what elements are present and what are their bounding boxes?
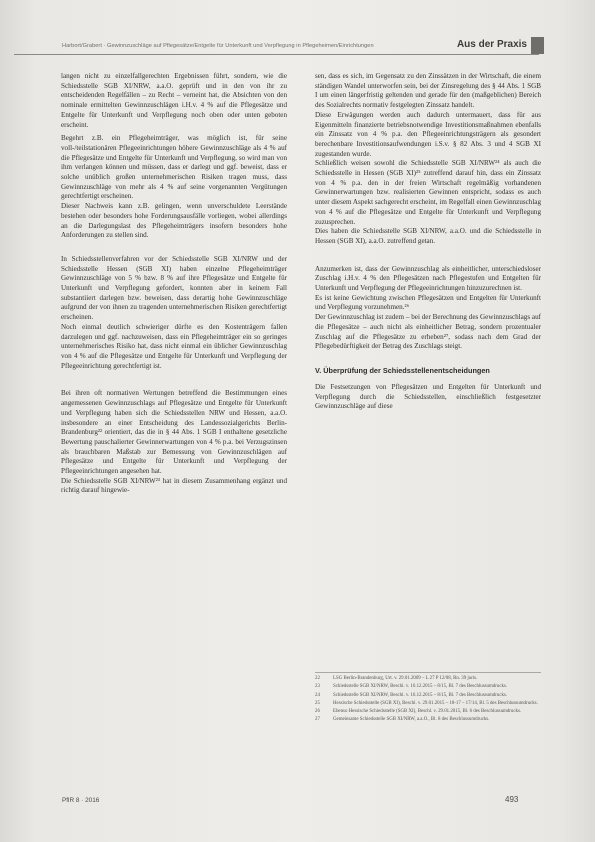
paragraph: sen, dass es sich, im Gegensatz zu den Zinssätzen in der Wirtschaft, die einem ständigen Wandel unterworfen sein, bei der Zinsregelung des § 44 Abs. 1 SGB I um einen längerfristig geltenden und gerade für den (maßgeblichen) Bereich des Sozialrechts normativ festgelegten Zinssatz handelt. (315, 72, 541, 110)
footnote-text: Ebenso Hessische Schiedsstelle (SGB XI), Beschl. v. 29.01.2015, Bl. 6 des Beschlussumdrucks. (333, 709, 522, 715)
right-column (315, 72, 541, 412)
paragraph: Schließlich weisen sowohl die Schiedsstelle SGB XI/NRW²⁴ als auch die Schiedsstelle in Hessen (SGB XI)²⁵ zutreffend darauf hin, dass ein Zinssatz von 4 % p.a. den in der freien Wirtschaft regelmäßig vorhandenen Gewinnerwartungen bzw. realisierten Gewinnen entspricht, sodass es auch unter diesem Aspekt sachgerecht erscheint, im Regelfall einen Gewinnzuschlag von 4 % auf die Pflegesätze und Entgelte für Unterkunft und Verpflegung zuzusprechen. (315, 159, 541, 226)
paragraph: langen nicht zu einzelfallgerechten Ergebnissen führt, sondern, wie die Schiedsstelle SGB XI/NRW, a.a.O. geprüft und in den von ihr zu entscheidenden Regelfällen – zu Recht – verneint hat, die Absichten von den nominale ermittelten Gewinnzuschlägen i.H.v. 4 % auf die Pflegesätze und Entgelte für Unterkunft und Verpflegung noch oben oder unten geboten erscheint. (61, 72, 287, 129)
footnote (315, 693, 541, 700)
paragraph: Die Festsetzungen von Pflegesätzen und Entgelten für Unterkunft und Verpflegung durch die Schiedsstellen, einschließlich festgesetzter Gewinnzuschläge auf diese (315, 382, 541, 411)
footnote (315, 717, 541, 724)
footnote-text: LSG Berlin-Brandenburg, Urt. v. 29.01.2009 – L 27 P 12/08, Rn. 39 juris. (333, 676, 478, 681)
footnotes (315, 672, 541, 726)
paragraph: Noch einmal deutlich schwieriger dürfte es den Kostenträgern fallen darzulegen und ggf. nachzuweisen, dass ein Pflegeheimträger ein so geringes unternehmerisches Risiko hat, dass nicht einmal ein üblicher Gewinnzuschlag von 4 % auf die Pflegesätze und Entgelte für Unterkunft und Verpflegung der Pflegeeinrichtung gerechtfertigt ist. (61, 322, 287, 370)
header-section-title: Aus der Praxis (456, 39, 527, 50)
page-number: 493 (505, 795, 519, 804)
paragraph: Bei ihren oft normativen Wertungen betreffend die Bestimmungen eines angemessenen Gewinnzuschlags auf Pflegesätze und Entgelte für Unterkunft und Verpflegung haben sich die Schiedsstellen NRW und Hessen, a.a.O. insbesondere an einer Entscheidung des Landessozialgerichts Berlin-Brandenburg²² orientiert, das die in § 44 Abs. 1 SGB I enthaltene gesetzliche Bewertung pauschalierter Gewinnerwartungen von 4 % p.a. bei Verzugszinsen als brauchbaren Maßstab zur Bemessung von Gewinnzuschlägen auf Pflegesätze und Entgelte für Unterkunft und Verpflegung der Pflegeeinrichtungen angesehen hat. (61, 389, 287, 476)
footnote-number: 25 (315, 700, 320, 706)
footnote-number: 26 (315, 709, 320, 715)
paragraph: Die Schiedsstelle SGB XI/NRW²³ hat in diesem Zusammenhang ergänzt und richtig darauf hingewie- (61, 476, 287, 495)
footnote (315, 709, 541, 716)
footnote-number: 22 (315, 676, 320, 681)
footnote-text: Hessische Schiedsstelle (SGB XI), Beschl. v. 29.01.2015 – 18-17 – 17/14, Bl. 5 des Beschlussumdrucks. (333, 700, 538, 706)
footnote-text: Schiedsstelle SGB XI/NRW, Beschl. v. 16.12.2015 – 8/15, Bl. 7 des Beschlussumdrucks. (333, 684, 508, 690)
header-authors: Harbort/Grabert · Gewinnzuschläge auf Pflegesätze/Entgelte für Unterkunft und Verpflegung in Pflegeheimen/Einrichtungen (62, 43, 374, 49)
footnote (315, 684, 541, 691)
paragraph: Anzumerken ist, dass der Gewinnzuschlag als einheitlicher, unterschiedsloser Zuschlag i.H.v. 4 % den Pflegesätzen nach Pflegestufen und Entgelten für Unterkunft und Verpflegung der Pflegeeinrichtungen hinzuzurechnen ist. (315, 264, 541, 293)
running-header (0, 40, 595, 66)
paragraph: Es ist keine Gewichtung zwischen Pflegesätzen und Entgelten für Unterkunft und Verpflegung vorzunehmen.²⁶ (315, 293, 541, 312)
journal-issue: PflR 8 · 2016 (62, 797, 100, 804)
footnote-number: 23 (315, 684, 320, 690)
header-marker-block (531, 37, 544, 54)
paragraph: In Schiedsstellenverfahren vor der Schiedsstelle SGB XI/NRW und der Schiedsstelle Hessen (SGB XI) haben einzelne Pflegeheimträger Gewinnzuschläge von 5 % bzw. 8 % auf ihre Pflegesätze und Entgelte für Unterkunft und Verpflegung gefordert, konnten aber in keinem Fall substantiiert darlegen bzw. beweisen, dass derartig hohe Gewinnzuschläge aufgrund der von ihnen zu tragenden unternehmerischen Risiken gerechtfertigt erscheinen. (61, 254, 287, 322)
paragraph: Dieser Nachweis kann z.B. gelingen, wenn unverschuldete Leerstände bestehen oder besonders hohe Forderungsausfälle vorliegen, wobei allerdings an die Darlegungslast des Pflegeheimträgers insofern besonders hohe Anforderungen zu stellen sind. (61, 202, 287, 240)
footnote-text: Gemeinsame Schiedsstelle SGB XI/NRW, a.a.O., Bl. 8 des Beschlussumdrucks. (333, 717, 490, 723)
footnote (315, 676, 541, 683)
paragraph: Dies haben die Schiedsstelle SGB XI/NRW, a.a.O. und die Schiedsstelle in Hessen (SGB XI), a.a.O. zutreffend getan. (315, 227, 541, 245)
footnote (315, 701, 541, 708)
header-rule (14, 54, 539, 55)
section-heading: V. Überprüfung der Schiedsstellenentscheidungen (315, 365, 490, 375)
footnote-number: 24 (315, 692, 320, 698)
paragraph: Der Gewinnzuschlag ist zudem – bei der Berechnung des Gewinnzuschlags auf die Pflegesätze – auch nicht als einheitlicher Betrag, sondern prozentualer Zuschlag auf die Pflegesätze zu erheben²⁷, sodass nach dem Grad der Pflegebedürftigkeit der Betrag des Zuschlags steigt. (315, 313, 541, 351)
left-column (61, 72, 287, 496)
footnote-number: 27 (315, 717, 320, 723)
footnote-text: Schiedsstelle SGB XI/NRW, Beschl. v. 16.12.2015 – 8/15, Bl. 7 des Beschlussumdrucks. (333, 692, 508, 698)
paragraph: Diese Erwägungen werden auch dadurch untermauert, dass für aus Eigenmitteln finanzierte betriebsnotwendige Investitionsmaßnahmen ebenfalls ein Zinssatz von 4 % p.a. den Pflegeeinrichtungsträgern als gesondert berechenbare Investitionsaufwendungen i.S.v. § 82 Abs. 3 und 4 SGB XI zugestanden wurde. (315, 110, 541, 158)
paragraph: Begehrt z.B. ein Pflegeheimträger, was möglich ist, für seine voll-/teilstationären Pflegeeinrichtungen höhere Gewinnzuschläge als 4 % auf die Pflegesätze und Entgelte für Unterkunft und Verpflegung, so wird man von ihm verlangen können und müssen, dass er darlegt und ggf. beweist, dass er solche unüblich großen unternehmerischen Risiken tragen muss, dass Gewinnzuschläge von mehr als 4 % auf seine vorgenannten Vergütungen gerechtfertigt erscheinen. (61, 134, 287, 201)
